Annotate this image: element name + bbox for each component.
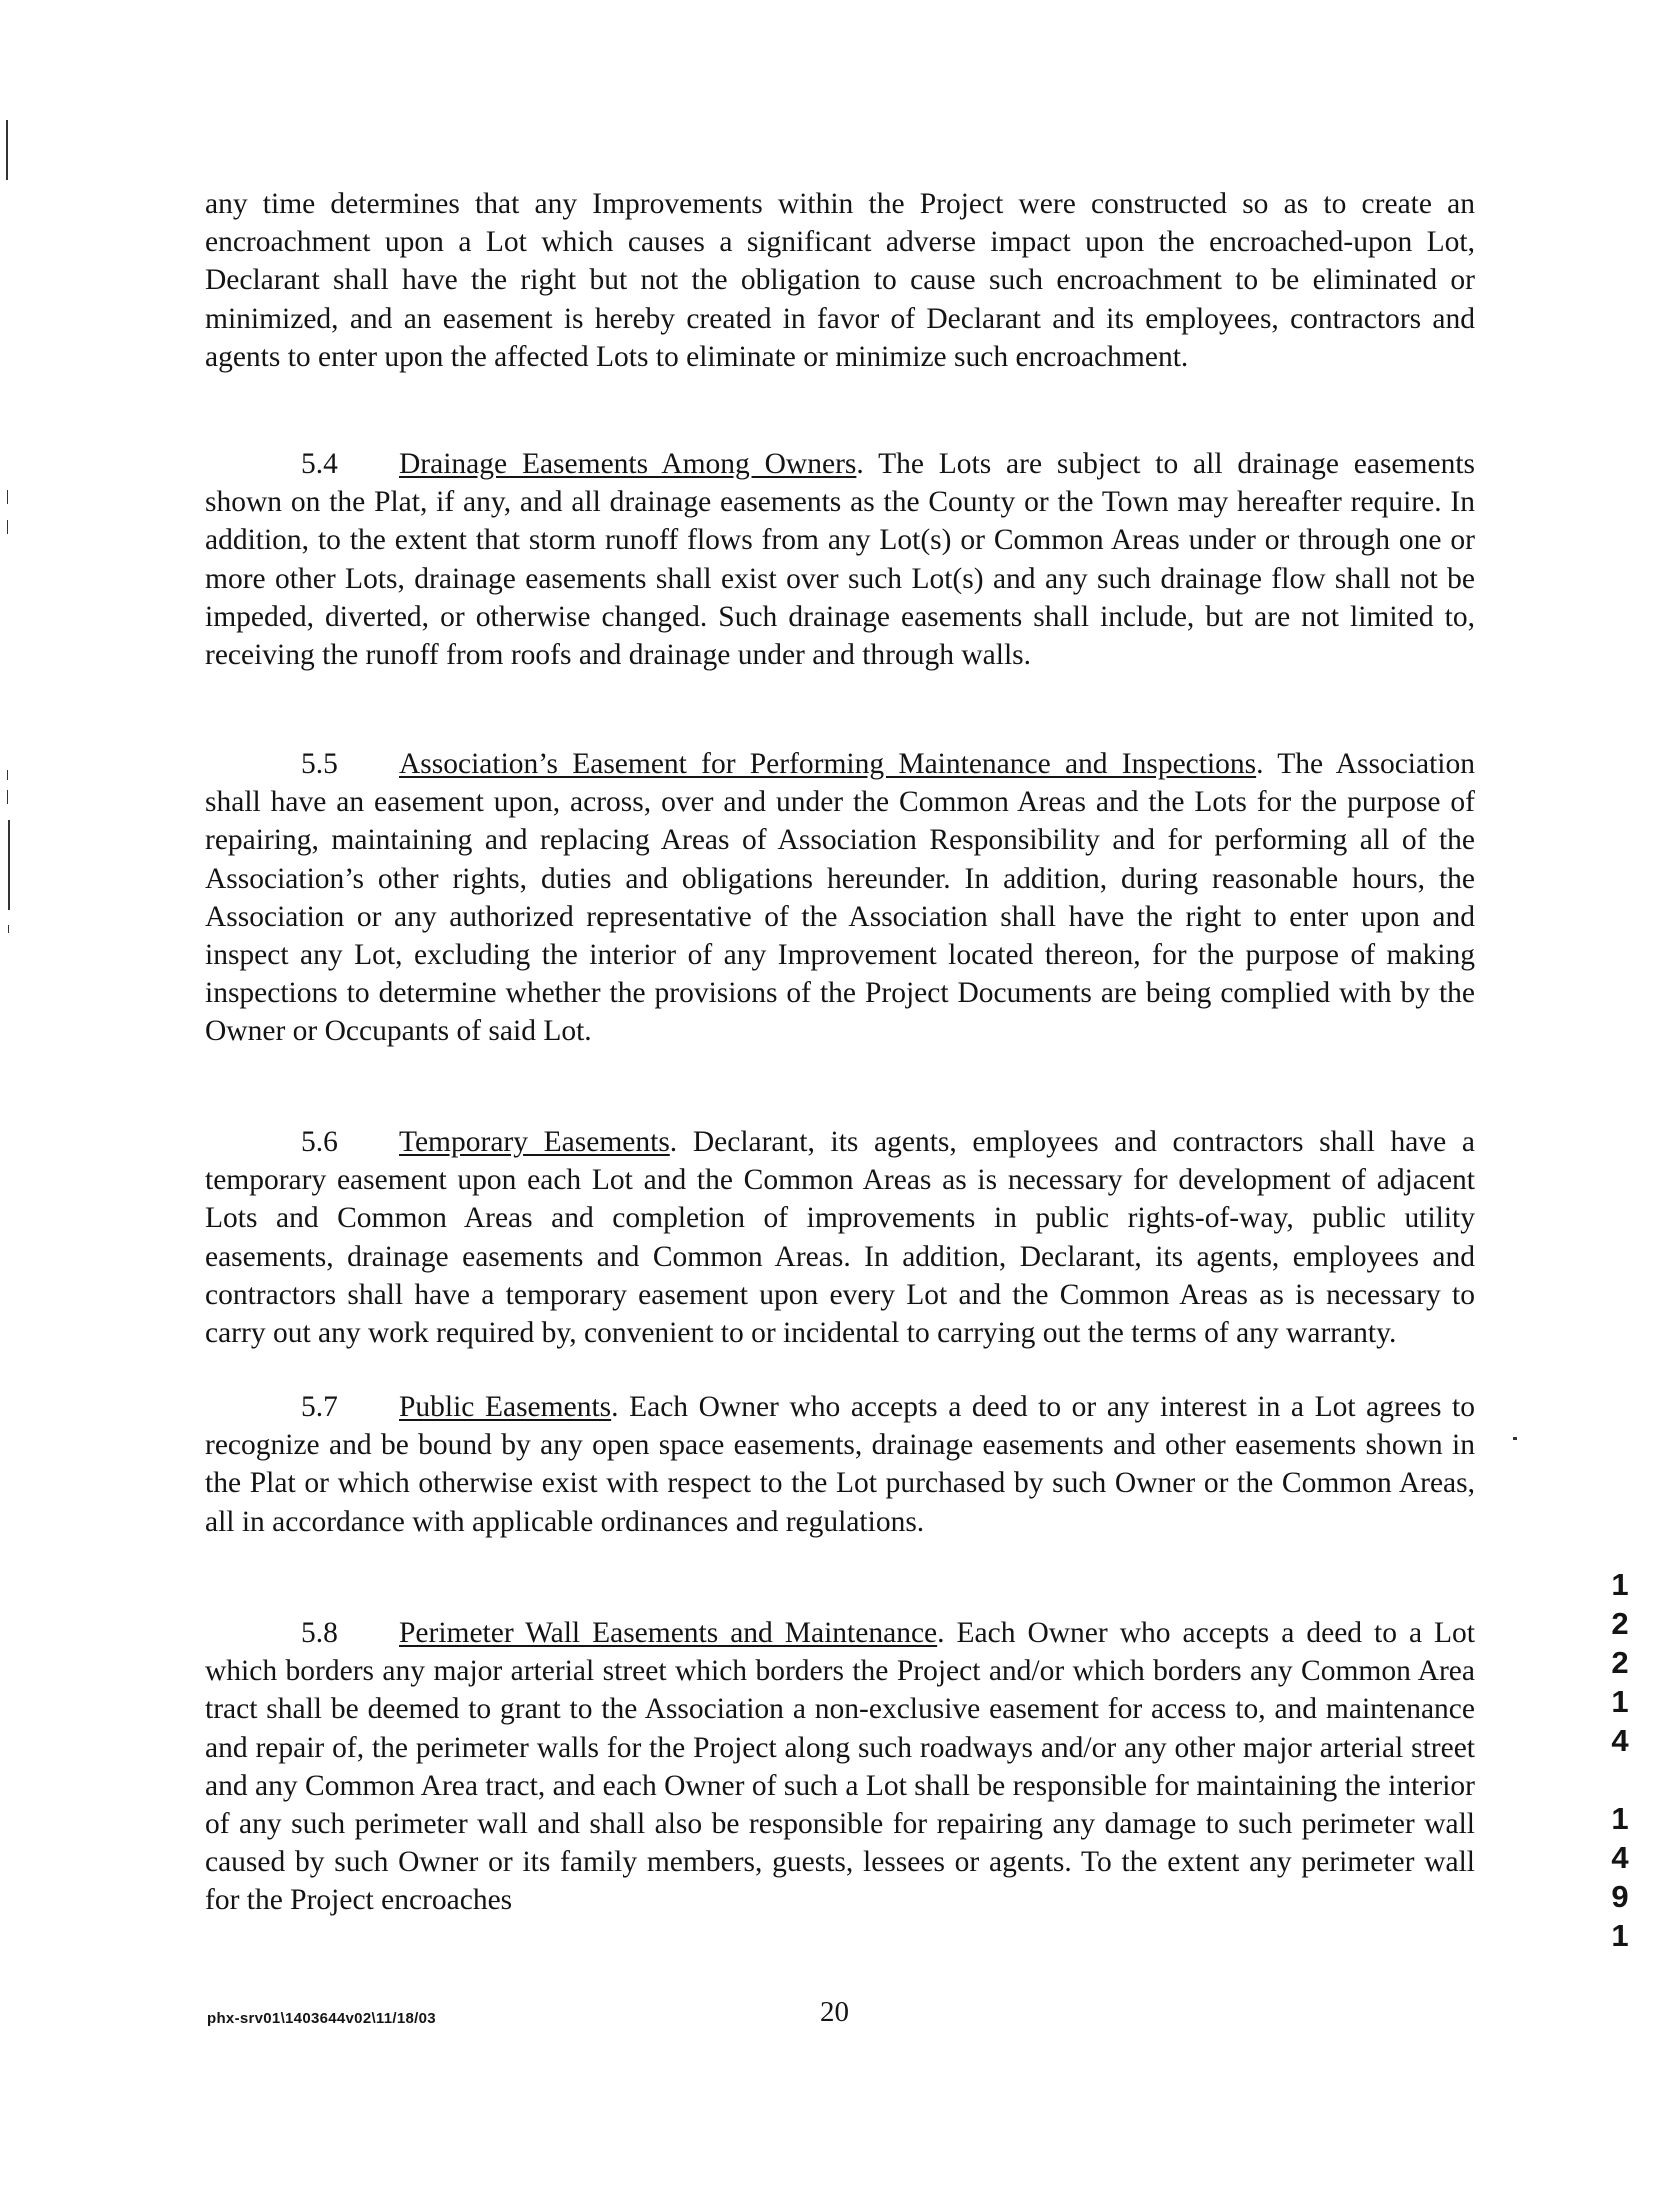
recording-number-stamp [1605, 1565, 1635, 1955]
scan-artifact [8, 820, 10, 910]
section-paragraph [205, 745, 1475, 1051]
scan-artifact [7, 770, 8, 780]
section-number: 5.4 [301, 448, 338, 480]
stamp-digit: 1 [1611, 1567, 1629, 1602]
scan-artifact [1513, 1437, 1517, 1440]
stamp-digit: 2 [1611, 1645, 1629, 1680]
stamp-digit: 1 [1611, 1684, 1629, 1719]
stamp-digit: 4 [1611, 1840, 1629, 1875]
intro-paragraph-block [205, 185, 1475, 376]
section-body: . Each Owner who accepts a deed to or any interest in a Lot agrees to recognize and be bound by any open space easements, drainage easements and other easements shown in the Plat or which otherwise exist with respect to the Lot purchased by such Owner or the Common Areas, all in accordance with applicable ordinances and regulations. [205, 1391, 1475, 1538]
section-body: . The Lots are subject to all drainage easements shown on the Plat, if any, and all drainage easements as the County or the Town may hereafter require. In addition, to the extent that storm runoff flows from any Lot(s) or Common Areas under or through one or more other Lots, drainage easements shall exist over such Lot(s) and any such drainage flow shall not be impeded, diverted, or otherwise changed. Such drainage easements shall include, but are not limited to, receiving the runoff from roofs and drainage under and through walls. [205, 448, 1475, 672]
scan-artifact [8, 925, 9, 933]
section-5-7 [205, 1388, 1475, 1541]
section-heading: Drainage Easements Among Owners [399, 448, 857, 480]
stamp-digit: 2 [1611, 1606, 1629, 1641]
stamp-digit: 1 [1611, 1801, 1629, 1836]
section-number: 5.6 [301, 1126, 338, 1158]
stamp-digit: 9 [1611, 1879, 1629, 1914]
section-number: 5.8 [301, 1617, 338, 1649]
scan-artifact [7, 520, 8, 534]
section-number: 5.7 [301, 1391, 338, 1423]
section-heading: Association’s Easement for Performing Maintenance and Inspections [399, 748, 1257, 780]
section-5-5 [205, 745, 1475, 1051]
section-paragraph [205, 1388, 1475, 1541]
scan-artifact [7, 790, 8, 804]
stamp-gap [1605, 1760, 1635, 1799]
section-body: . The Association shall have an easement upon, across, over and under the Common Areas and the Lots for the purpose of repairing, maintaining and replacing Areas of Association Responsibility and for performing all of the Association’s other rights, duties and obligations hereunder. In addition, during reasonable hours, the Association or any authorized representative of the Association shall have the right to enter upon and inspect any Lot, excluding the interior of any Improvement located thereon, for the purpose of making inspections to determine whether the provisions of the Project Documents are being complied with by the Owner or Occupants of said Lot. [205, 748, 1475, 1048]
section-heading: Public Easements [399, 1391, 612, 1423]
section-5-6 [205, 1123, 1475, 1352]
section-paragraph [205, 445, 1475, 674]
section-number: 5.5 [301, 748, 338, 780]
page-number: 20 [820, 1996, 849, 2028]
stamp-digit: 1 [1611, 1918, 1629, 1953]
section-heading: Perimeter Wall Easements and Maintenance [399, 1617, 938, 1649]
scan-artifact [6, 120, 8, 180]
section-5-4 [205, 445, 1475, 674]
section-5-8 [205, 1614, 1475, 1920]
section-body: . Each Owner who accepts a deed to a Lot which borders any major arterial street which borders the Project and/or which borders any Common Area tract shall be deemed to grant to the Association a non-exclusive easement for access to, and maintenance and repair of, the perimeter walls for the Project along such roadways and/or any other major arterial street and any Common Area tract, and each Owner of such a Lot shall be responsible for maintaining the interior of any such perimeter wall and shall also be responsible for repairing any damage to such perimeter wall caused by such Owner or its family members, guests, lessees or agents. To the extent any perimeter wall for the Project encroaches [205, 1617, 1475, 1917]
scan-artifact [7, 490, 8, 504]
footer-file-id: phx-srv01\1403644v02\11/18/03 [207, 2010, 436, 2027]
stamp-digit: 4 [1611, 1723, 1629, 1758]
section-paragraph [205, 1614, 1475, 1920]
section-paragraph [205, 1123, 1475, 1352]
section-heading: Temporary Easements [399, 1126, 670, 1158]
section-body: . Declarant, its agents, employees and contractors shall have a temporary easement upon each Lot and the Common Areas as is necessary for development of adjacent Lots and Common Areas and completion of improvements in public rights-of-way, public utility easements, drainage easements and Common Areas. In addition, Declarant, its agents, employees and contractors shall have a temporary easement upon every Lot and the Common Areas as is necessary to carry out any work required by, convenient to or incidental to carrying out the terms of any warranty. [205, 1126, 1475, 1350]
intro-paragraph: any time determines that any Improvements within the Project were constructed so as to create an encroachment upon a Lot which causes a significant adverse impact upon the encroached-upon Lot, Declarant shall have the right but not the obligation to cause such encroachment to be eliminated or minimized, and an easement is hereby created in favor of Declarant and its employees, contractors and agents to enter upon the affected Lots to eliminate or minimize such encroachment. [205, 188, 1475, 373]
